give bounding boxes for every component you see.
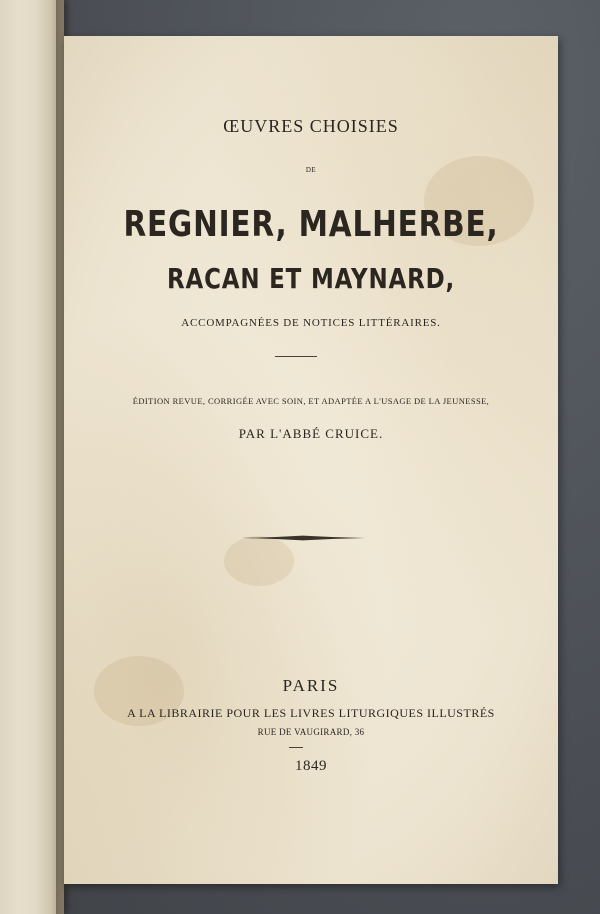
title-page-content: [64, 36, 558, 884]
imprint-year: 1849: [295, 758, 327, 774]
subtitle-accompagnees: ACCOMPAGNÉES DE NOTICES LITTÉRAIRES.: [181, 317, 441, 329]
divider-rule: [275, 356, 317, 357]
imprint-publisher: A LA LIBRAIRIE POUR LES LIVRES LITURGIQUES ILLUSTRÉS: [127, 706, 495, 720]
edition-statement: ÉDITION REVUE, CORRIGÉE AVEC SOIN, ET ADAPTÉE A L'USAGE DE LA JEUNESSE,: [132, 396, 490, 406]
decorative-rule-ornament-icon: [241, 534, 365, 542]
title-line-oeuvres: ŒUVRES CHOISIES: [223, 116, 399, 136]
title-page: [64, 36, 558, 884]
title-line-authors-1: REGNIER, MALHERBE,: [123, 204, 499, 245]
editor-credit: PAR L'ABBÉ CRUICE.: [238, 426, 384, 441]
title-line-authors-2: RACAN ET MAYNARD,: [166, 262, 456, 295]
left-page-edge: [0, 0, 18, 914]
left-page-verso: [0, 0, 64, 914]
imprint-city: PARIS: [282, 676, 340, 695]
title-line-de: DE: [305, 166, 317, 174]
imprint-address: RUE DE VAUGIRARD, 36: [257, 727, 365, 737]
imprint-divider: [289, 747, 303, 748]
